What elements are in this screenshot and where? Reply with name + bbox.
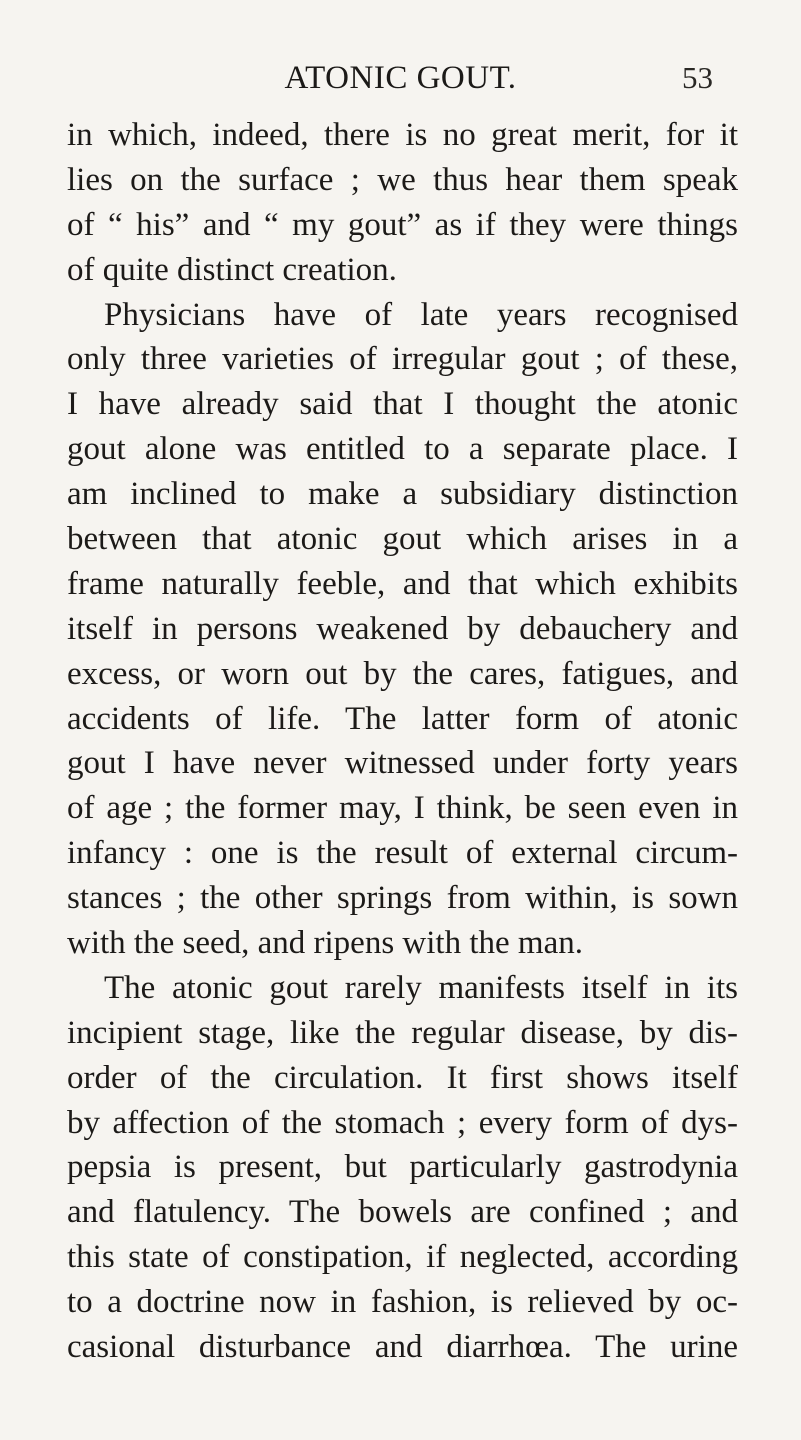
text-line: this state of constipation, if neglected, according xyxy=(67,1239,738,1276)
text-line: accidents of life. The latter form of atonic xyxy=(67,700,738,737)
text-line: between that atonic gout which arises in a xyxy=(67,521,738,558)
text-line: incipient stage, like the regular disease, by dis- xyxy=(67,1014,738,1051)
text-line: excess, or worn out by the cares, fatigues, and xyxy=(67,655,738,692)
text-line: of age ; the former may, I think, be seen even in xyxy=(67,790,738,827)
text-line: with the seed, and ripens with the man. xyxy=(67,925,583,962)
text-line: of “ his” and “ my gout” as if they were things xyxy=(67,206,738,243)
text-line: only three varieties of irregular gout ; of these, xyxy=(67,341,738,378)
text-line: order of the circulation. It first shows itself xyxy=(67,1059,738,1096)
text-line: pepsia is present, but particularly gastrodynia xyxy=(67,1149,738,1186)
text-line: casional disturbance and diarrhœa. The urine xyxy=(67,1329,738,1366)
running-title: ATONIC GOUT. xyxy=(284,60,517,96)
text-line: gout I have never witnessed under forty years xyxy=(67,745,738,782)
text-line: I have already said that I thought the atonic xyxy=(67,386,738,423)
text-line: The atonic gout rarely manifests itself in its xyxy=(104,969,738,1006)
text-line: am inclined to make a subsidiary distinction xyxy=(67,476,738,513)
page-number: 53 xyxy=(682,60,713,95)
text-line: Physicians have of late years recognised xyxy=(104,296,738,333)
text-line: stances ; the other springs from within, is sown xyxy=(67,880,738,917)
text-line: gout alone was entitled to a separate place. I xyxy=(67,431,738,468)
text-line: itself in persons weakened by debauchery and xyxy=(67,610,738,647)
text-line: in which, indeed, there is no great merit, for it xyxy=(67,117,738,153)
running-head xyxy=(0,58,801,98)
body-text xyxy=(67,113,738,1370)
text-line: of quite distinct creation. xyxy=(67,251,397,288)
text-line: frame naturally feeble, and that which exhibits xyxy=(67,565,738,602)
text-line: and flatulency. The bowels are confined ; and xyxy=(67,1194,738,1231)
text-line: by affection of the stomach ; every form of dys- xyxy=(67,1104,738,1141)
text-line: to a doctrine now in fashion, is relieved by oc- xyxy=(67,1284,738,1321)
text-line: lies on the surface ; we thus hear them speak xyxy=(67,161,738,198)
text-line: infancy : one is the result of external circum- xyxy=(67,835,738,872)
